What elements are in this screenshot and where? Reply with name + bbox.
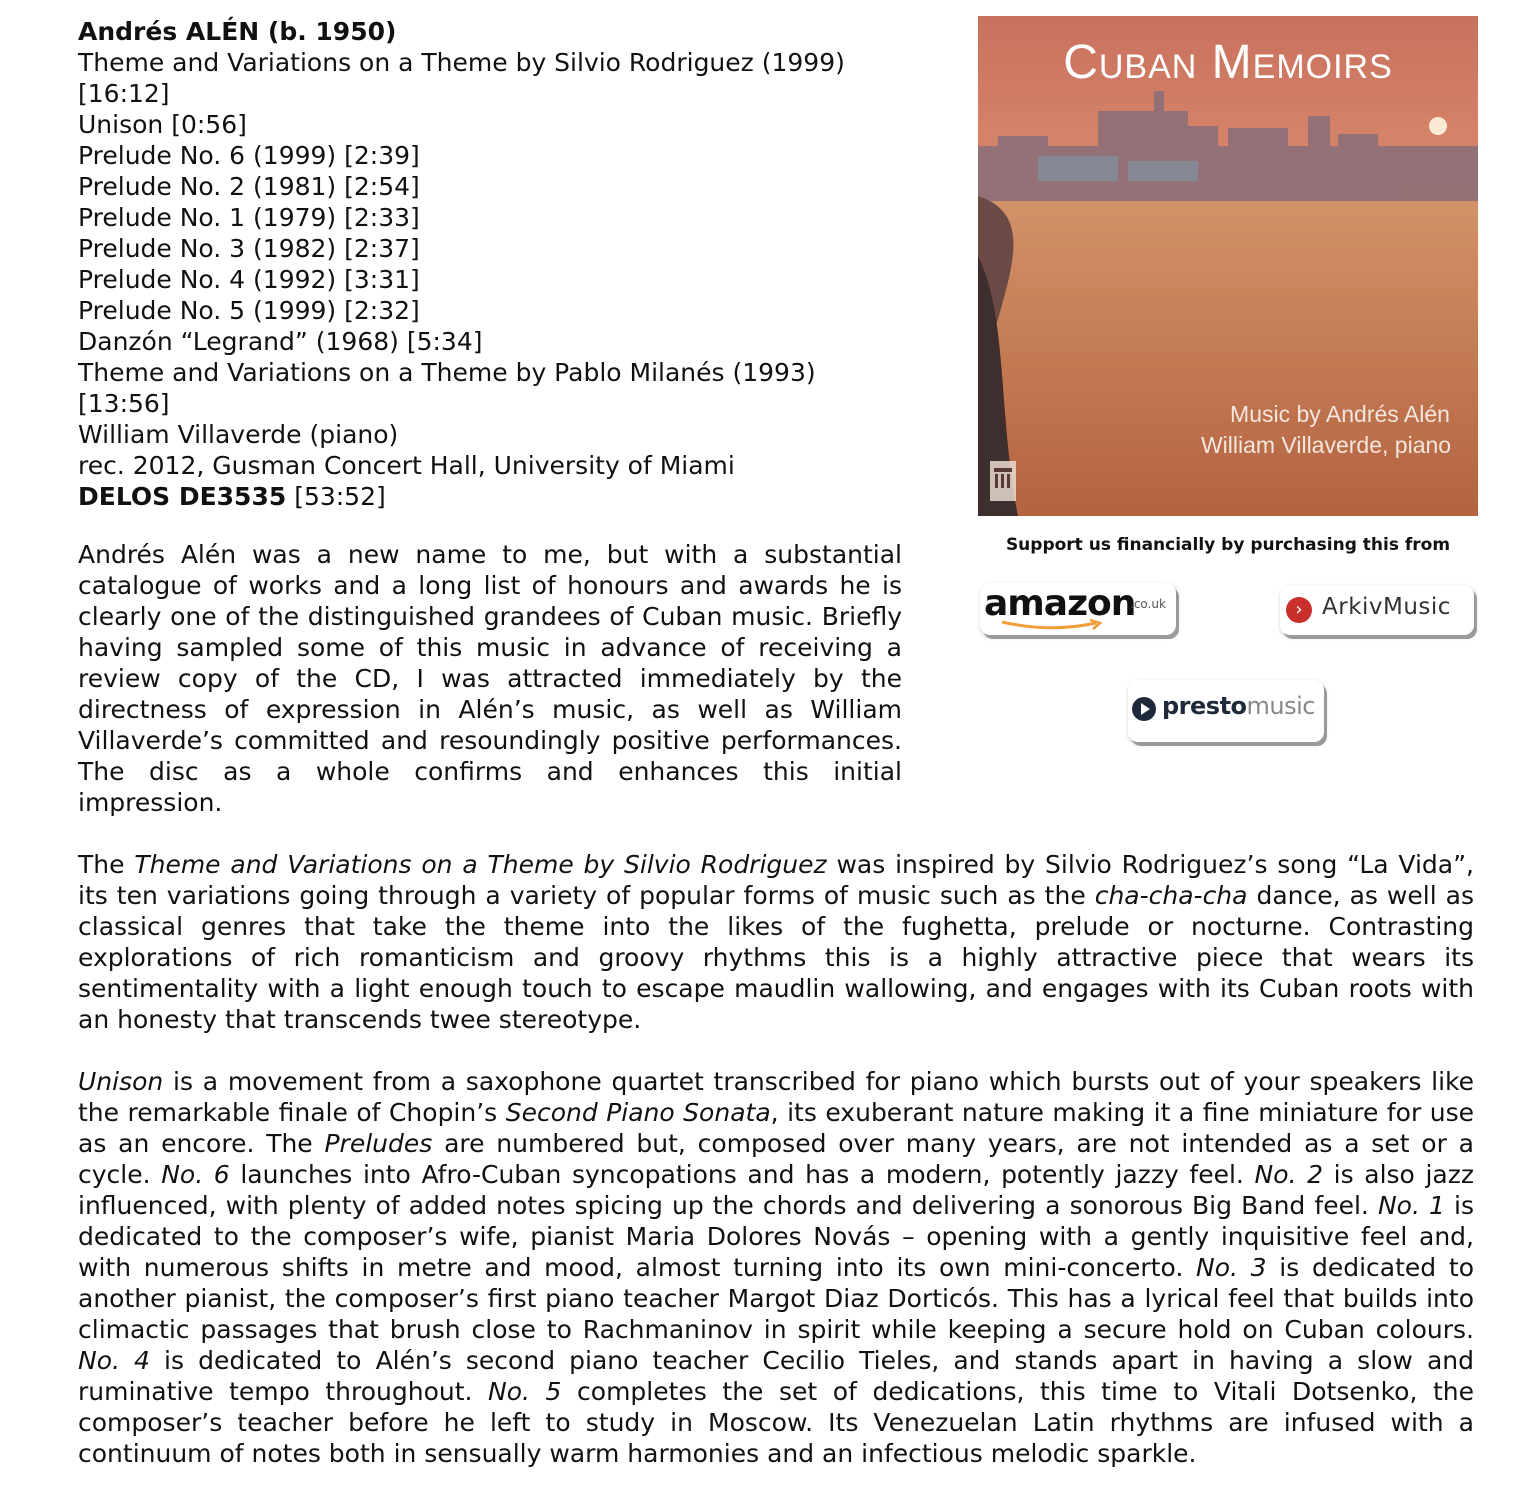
- track-line: Prelude No. 6 (1999) [2:39]: [78, 141, 420, 170]
- sun-icon: [1429, 117, 1447, 135]
- review-intro-paragraph: Andrés Alén was a new name to me, but with a substantial catalogue of works and a long list of honours and awards he is clearly one of the distinguished grandees of Cuban music. Briefly having sampled some of this music in advance of receiving a review copy of the CD, I was attracted immediately by the directness of expression in Alén’s music, as well as William Villaverde’s committed and resoundingly positive performances. The disc as a whole confirms and enhances this initial impression.: [78, 540, 902, 817]
- text-run: is also jazz influenced, with plenty of added notes spicing up the chords and delivering a sonorous Big Band feel.: [78, 1160, 1474, 1220]
- text-run: is a movement from a saxophone quartet transcribed for piano which bursts out of your speakers like the remarkable finale of Chopin’s: [78, 1067, 1474, 1127]
- italic-title: No. 4: [78, 1346, 150, 1375]
- track-line: Prelude No. 1 (1979) [2:33]: [78, 203, 420, 232]
- text-run: is dedicated to the composer’s wife, pianist Maria Dolores Novás – opening with a gently inquisitive feel and, with numerous shifts in metre and mood, almost turning into its own mini-concerto.: [78, 1191, 1475, 1282]
- label-number: DELOS DE3535: [78, 482, 287, 511]
- track-line: Danzón “Legrand” (1968) [5:34]: [78, 327, 483, 356]
- text-run: are numbered but, composed over many years, are not intended as a set or a cycle.: [78, 1129, 1474, 1189]
- composer-heading: Andrés ALÉN (b. 1950): [78, 17, 397, 46]
- italic-title: Unison: [78, 1067, 164, 1096]
- purchase-prompt: Support us financially by purchasing this from: [1005, 535, 1451, 555]
- arkivmusic-button[interactable]: [1280, 585, 1474, 635]
- italic-title: cha-cha-cha: [1094, 881, 1248, 910]
- text-run: The: [78, 850, 135, 879]
- italic-title: No. 1: [1377, 1191, 1445, 1220]
- track-line: Theme and Variations on a Theme by Pablo Milanés (1993): [78, 358, 816, 387]
- track-line: [13:56]: [78, 389, 170, 418]
- amazon-domain: .co.uk: [1130, 597, 1166, 611]
- prestomusic-label: prestomusic: [1162, 692, 1316, 720]
- amazon-smile-icon: [1000, 619, 1110, 633]
- track-line: [16:12]: [78, 79, 170, 108]
- cover-credit-composer: Music by Andrés Alén: [1230, 401, 1450, 427]
- arkivmusic-label: ArkivMusic: [1322, 594, 1451, 620]
- text-run: launches into Afro-Cuban syncopations and has a modern, potently jazzy feel.: [229, 1160, 1255, 1189]
- track-line: Unison [0:56]: [78, 110, 247, 139]
- text-run: is dedicated to Alén’s second piano teacher Cecilio Tieles, and stands apart in having a slow and ruminative tempo throughout.: [78, 1346, 1475, 1406]
- track-line: Prelude No. 4 (1992) [3:31]: [78, 265, 420, 294]
- text-run: was inspired by Silvio Rodriguez’s song “La Vida”, its ten variations going through a variety of popular forms of music such as the: [78, 850, 1475, 910]
- review-paragraph-silvio: [78, 849, 1474, 1035]
- amazon-logo: amazon: [984, 583, 1136, 624]
- track-line: Prelude No. 3 (1982) [2:37]: [78, 234, 420, 263]
- track-line: Theme and Variations on a Theme by Silvio Rodriguez (1999): [78, 48, 845, 77]
- track-listing: [78, 16, 902, 512]
- catalogue-line: [78, 481, 902, 512]
- play-arrow-icon: ›: [1286, 597, 1312, 623]
- text-run: is dedicated to another pianist, the composer’s first piano teacher Margot Diaz Dorticós. This has a lyrical feel that builds into climactic passages that brush close to Rachmaninov in spirit while keeping a secure hold on Cuban colours.: [78, 1253, 1475, 1344]
- review-paragraph-preludes: [78, 1066, 1474, 1469]
- track-line: Prelude No. 2 (1981) [2:54]: [78, 172, 420, 201]
- recording-line: rec. 2012, Gusman Concert Hall, University of Miami: [78, 451, 735, 480]
- italic-title: No. 6: [161, 1160, 230, 1189]
- cover-art: [978, 16, 1478, 516]
- album-cover: [978, 16, 1478, 516]
- prestomusic-button[interactable]: [1128, 680, 1324, 742]
- text-run: , its exuberant nature making it a fine miniature for use as an encore. The: [78, 1098, 1474, 1158]
- presto-play-icon: [1132, 697, 1156, 721]
- italic-title: No. 2: [1254, 1160, 1323, 1189]
- cover-credit-performer: William Villaverde, piano: [1200, 432, 1452, 458]
- italic-title: No. 5: [488, 1377, 562, 1406]
- performer-line: William Villaverde (piano): [78, 420, 399, 449]
- text-run: dance, as well as classical genres that take the theme into the likes of the fughetta, prelude or nocturne. Contrasting explorations of rich romanticism and groovy rhythms this is a highly attractive piece that wears its sentimentality with a light enough touch to escape maudlin wallowing, and engages with its Cuban roots with an honesty that transcends twee stereotype.: [78, 881, 1474, 1034]
- italic-title: Preludes: [324, 1129, 433, 1158]
- track-line: Prelude No. 5 (1999) [2:32]: [78, 296, 420, 325]
- italic-title: Second Piano Sonata: [505, 1098, 771, 1127]
- cover-title: Cuban Memoirs: [1063, 36, 1393, 89]
- italic-title: No. 3: [1196, 1253, 1267, 1282]
- text-run: completes the set of dedications, this time to Vitali Dotsenko, the composer’s teacher before he left to study in Moscow. Its Venezuelan Latin rhythms are infused with a continuum of notes both in sensually warm harmonies and an infectious melodic sparkle.: [78, 1377, 1475, 1468]
- italic-title: Theme and Variations on a Theme by Silvio Rodriguez: [134, 850, 827, 879]
- total-duration: [53:52]: [286, 482, 386, 511]
- amazon-button[interactable]: [980, 583, 1176, 635]
